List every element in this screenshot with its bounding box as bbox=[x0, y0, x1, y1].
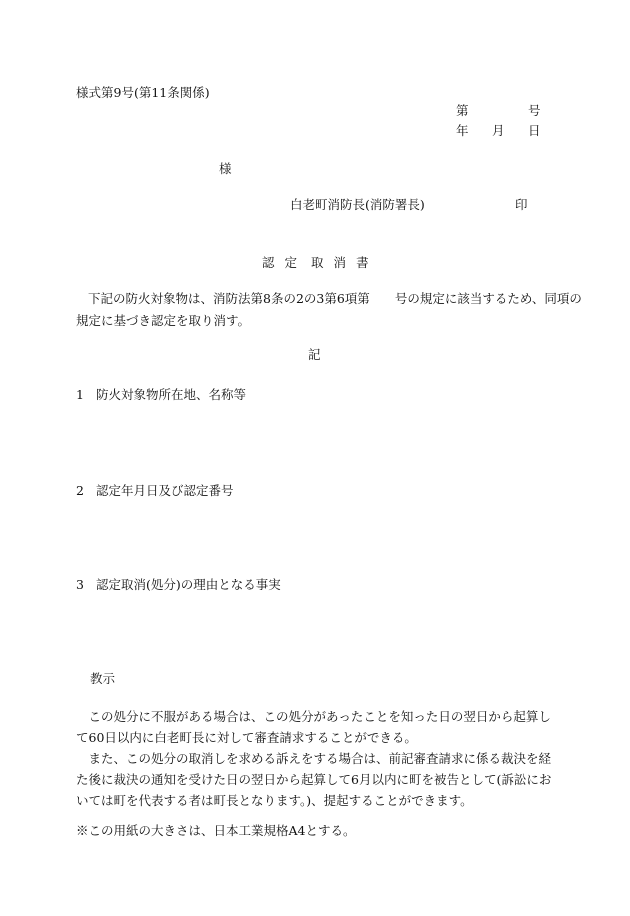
form-label: 様式第9号(第11条関係) bbox=[76, 85, 210, 100]
item-label: 認定取消(処分)の理由となる事実 bbox=[96, 577, 281, 592]
title-char: 取 bbox=[311, 255, 324, 270]
item-number: 3 bbox=[76, 577, 84, 592]
item-number: 1 bbox=[76, 387, 84, 402]
item-number: 2 bbox=[76, 483, 84, 498]
addressee-suffix: 様 bbox=[219, 161, 232, 176]
notice-body bbox=[76, 706, 558, 811]
document-title bbox=[262, 254, 379, 272]
notice-title: 教示 bbox=[90, 671, 116, 686]
seal-mark: 印 bbox=[515, 197, 528, 212]
item-label: 認定年月日及び認定番号 bbox=[96, 483, 234, 498]
body-line-2: 規定に基づき認定を取り消す。 bbox=[76, 313, 251, 328]
number-dai: 第 bbox=[456, 103, 469, 118]
title-char: 書 bbox=[356, 255, 369, 270]
date-day: 日 bbox=[528, 123, 541, 138]
notice-paragraph: この処分に不服がある場合は、この処分があったことを知った日の翌日から起算して60日以内に白老町長に対して審査請求することができる。 bbox=[76, 709, 551, 745]
number-go: 号 bbox=[528, 103, 541, 118]
title-char: 消 bbox=[333, 255, 347, 270]
body-line-1: 下記の防火対象物は、消防法第8条の2の3第6項第 号の規定に該当するため、同項の bbox=[88, 291, 582, 306]
footnote: ※この用紙の大きさは、日本工業規格A4とする。 bbox=[76, 823, 356, 838]
date-year: 年 bbox=[456, 123, 469, 138]
notice-paragraph: また、この処分の取消しを求める訴えをする場合は、前記審査請求に係る裁決を経た後に裁決の通知を受けた日の翌日から起算して6月以内に町を被告として(訴訟においては町を代表する者は町長となります。)、提起することができます。 bbox=[76, 751, 552, 808]
title-char: 認 bbox=[262, 255, 275, 270]
ki-heading: 記 bbox=[308, 347, 321, 362]
title-char: 定 bbox=[284, 255, 298, 270]
issuer-name: 白老町消防長(消防署長) bbox=[290, 197, 425, 212]
item-label: 防火対象物所在地、名称等 bbox=[96, 387, 247, 402]
date-month: 月 bbox=[492, 123, 505, 138]
